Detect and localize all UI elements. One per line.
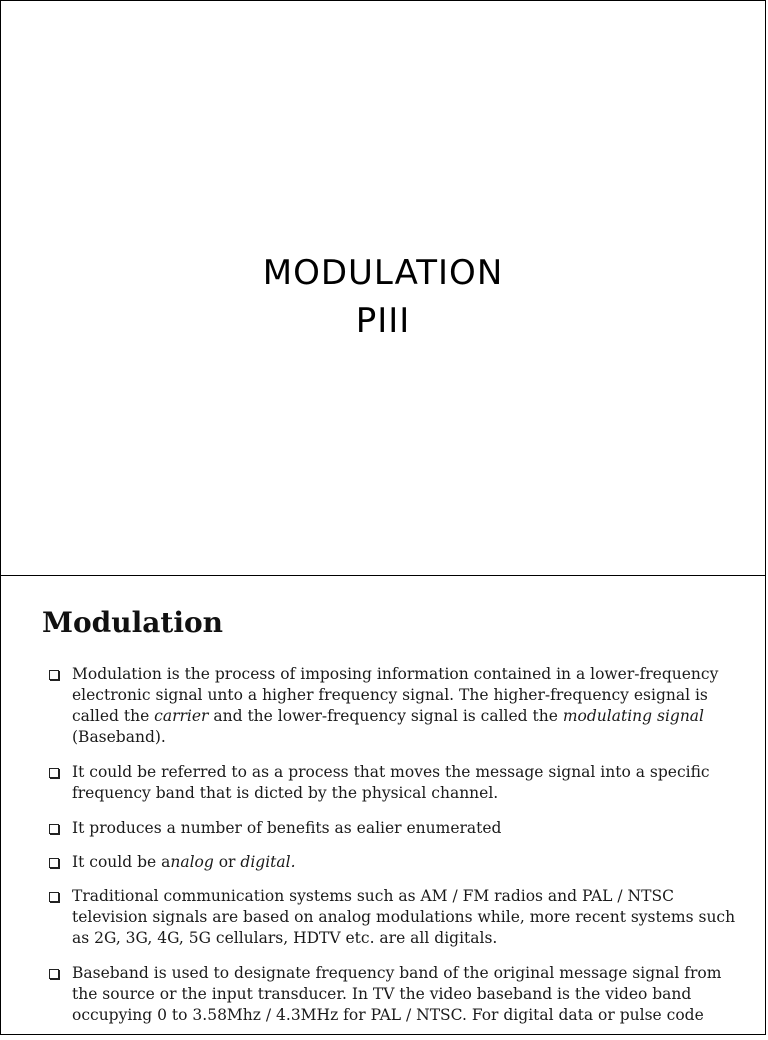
bullet-text: or [213, 853, 241, 871]
checkbox-bullet-icon [49, 670, 59, 680]
bullet-item [47, 886, 737, 949]
bullet-text: Modulation is the process of imposing information contained in a lower-frequency electronic signal unto a higher frequency signal. The higher-frequency esignal is called the [72, 665, 719, 725]
bullet-text: Baseband is used to designate frequency band of the original message signal from the source or the input transducer. In TV the video baseband is the video band occupying 0 to 3.58Mhz / 4.3MHz for PAL / NTSC. For digital data or pulse code [72, 964, 722, 1024]
bullet-text: Traditional communication systems such as AM / FM radios and PAL / NTSC television signals are based on analog modulations while, more recent systems such as 2G, 3G, 4G, 5G cellulars, HDTV etc. are all digitals. [72, 887, 736, 947]
bullet-item [47, 818, 737, 839]
slide-heading: Modulation [42, 606, 223, 639]
modulating-signal-term: modulating signal [562, 707, 705, 725]
bullet-list [47, 664, 737, 1040]
checkbox-bullet-icon [49, 969, 59, 979]
checkbox-bullet-icon [49, 892, 59, 902]
checkbox-bullet-icon [49, 824, 59, 834]
analog-term: nalog [170, 853, 214, 871]
bullet-item [47, 852, 737, 873]
bullet-text: and the lower-frequency signal is called the [208, 707, 563, 725]
content-slide [0, 575, 766, 1035]
bullet-text: (Baseband). [72, 728, 166, 746]
carrier-term: carrier [154, 707, 209, 725]
bullet-item [47, 963, 737, 1026]
checkbox-bullet-icon [49, 858, 59, 868]
title-line-1: MODULATION [262, 253, 504, 293]
bullet-text: It could be a [72, 853, 171, 871]
digital-term: digital. [240, 853, 296, 871]
slide-title [1, 249, 765, 345]
checkbox-bullet-icon [49, 768, 59, 778]
bullet-text: It could be referred to as a process that moves the message signal into a specific frequency band that is dicted by the physical channel. [72, 763, 710, 802]
bullet-item [47, 664, 737, 748]
title-line-2: PIII [355, 301, 411, 341]
bullet-text: It produces a number of benefits as ealier enumerated [72, 819, 502, 837]
bullet-item [47, 762, 737, 804]
